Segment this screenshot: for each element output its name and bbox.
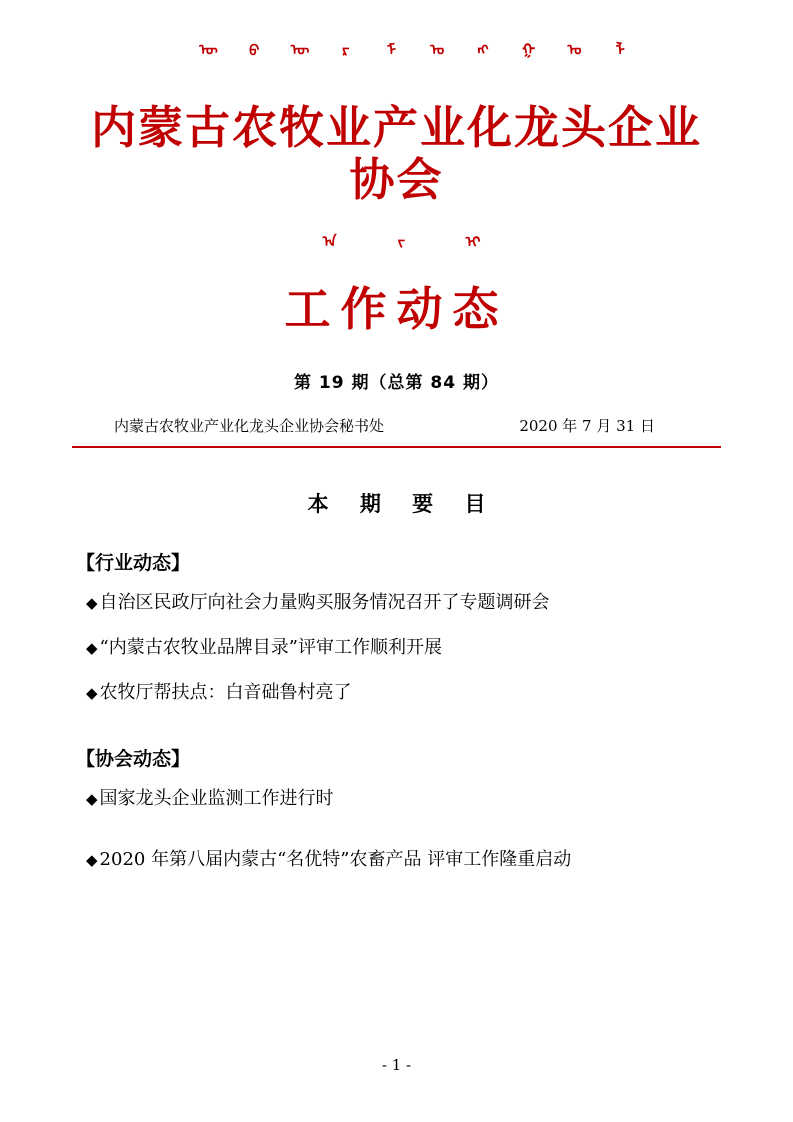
mongolian-glyph: ᠵ bbox=[389, 231, 406, 247]
diamond-bullet-icon: ◆ bbox=[86, 851, 98, 870]
list-item[interactable] bbox=[72, 781, 721, 816]
list-item-label: 2020 年第八届内蒙古“名优特”农畜产品 评审工作隆重启动 bbox=[99, 849, 572, 871]
document-title: 工作动态 bbox=[284, 281, 509, 336]
publication-date: 2020 年 7 月 31 日 bbox=[519, 417, 655, 436]
mongolian-glyph: ᠮ bbox=[379, 40, 396, 55]
list-item[interactable] bbox=[72, 585, 721, 620]
list-item-label: 农牧厅帮扶点：白音础鲁村亮了 bbox=[99, 682, 352, 704]
header-divider bbox=[72, 446, 721, 448]
mongolian-glyph: ᠩ bbox=[471, 40, 487, 55]
mongolian-glyph: ᠪ bbox=[242, 40, 259, 55]
publisher-name: 内蒙古农牧业产业化龙头企业协会秘书处 bbox=[114, 417, 385, 436]
diamond-bullet-icon: ◆ bbox=[86, 639, 98, 658]
mongolian-glyph: ᠯ bbox=[608, 40, 625, 55]
organization-title: 内蒙古农牧业产业化龙头企业协会 bbox=[90, 101, 702, 206]
list-item-label: “内蒙古农牧业品牌目录”评审工作顺利开展 bbox=[99, 637, 442, 659]
publisher-row bbox=[72, 415, 721, 436]
page-number: - 1 - bbox=[381, 1056, 412, 1074]
mongolian-glyph: ᠦ bbox=[288, 40, 304, 55]
mongolian-glyph: ᠷ bbox=[333, 40, 350, 55]
issue-number: 第 19 期（总第 84 期） bbox=[294, 373, 499, 394]
mongolian-script-middle bbox=[72, 232, 721, 280]
diamond-bullet-icon: ◆ bbox=[86, 790, 98, 809]
list-item[interactable] bbox=[72, 630, 721, 665]
diamond-bullet-icon: ◆ bbox=[86, 594, 98, 613]
mongolian-glyph: ᠣ bbox=[562, 40, 579, 55]
masthead bbox=[72, 0, 721, 334]
list-item-label: 国家龙头企业监测工作进行时 bbox=[99, 788, 334, 810]
list-item-label: 自治区民政厅向社会力量购买服务情况召开了专题调研会 bbox=[99, 592, 550, 614]
mongolian-glyph: ᠣ bbox=[425, 40, 442, 55]
contents-title: 本 期 要 目 bbox=[307, 492, 498, 517]
section-heading-association: 【协会动态】 bbox=[76, 748, 191, 771]
diamond-bullet-icon: ◆ bbox=[86, 684, 98, 703]
mongolian-glyph: ᠭ bbox=[516, 40, 533, 55]
list-item[interactable] bbox=[72, 842, 721, 879]
mongolian-glyph: ᠢ bbox=[461, 231, 478, 247]
mongolian-script-top bbox=[72, 40, 721, 94]
section-heading-industry: 【行业动态】 bbox=[76, 552, 191, 575]
mongolian-glyph: ᠦ bbox=[196, 40, 213, 55]
mongolian-glyph: ᠠ bbox=[317, 231, 334, 247]
list-item[interactable] bbox=[72, 675, 721, 710]
